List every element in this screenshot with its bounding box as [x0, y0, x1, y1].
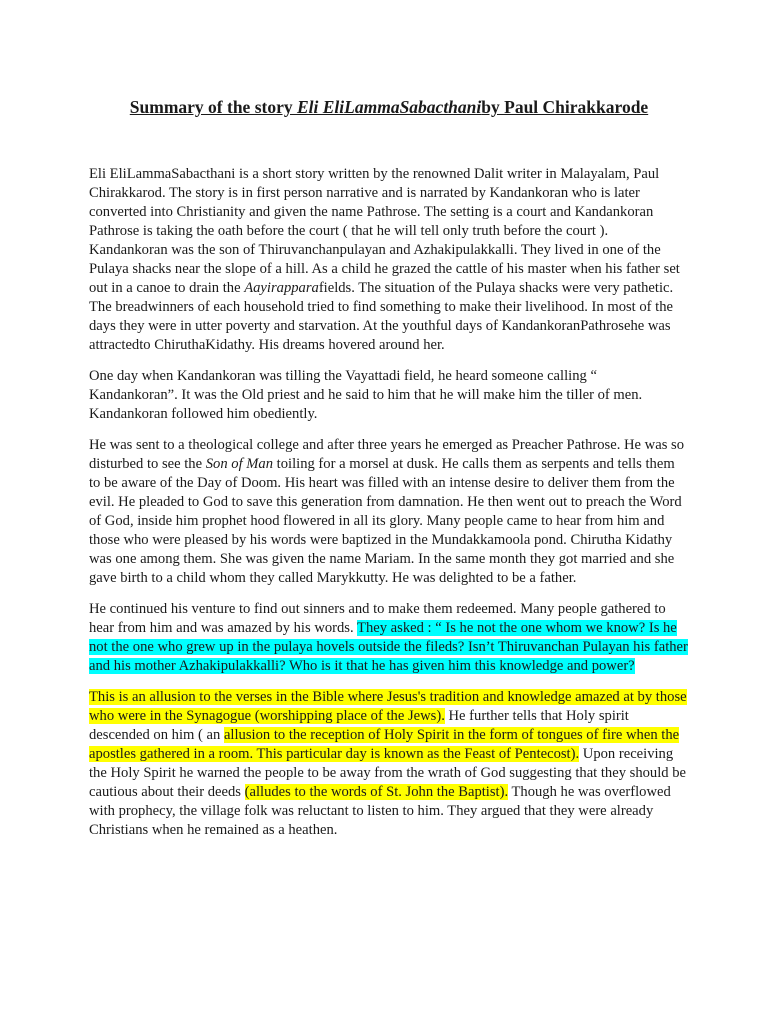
p3-text-a: He was sent to a theological college and after three years he emerged as Preacher Pathrose. He was so disturbed to see the — [89, 437, 684, 472]
p5-highlight-3: (alludes to the words of St. John the Baptist). — [244, 784, 509, 800]
p3-text-b: toiling for a morsel at dusk. He calls them as serpents and tells them to be aware of the Day of Doom. His heart was filled with an intense desire to deliver them from the evil. He pleaded to God to save this generation from damnation. He then went out to preach the Word of God, inside him prophet hood flowered in all its glory. Many people came to hear from him and those who were pleased by his words were baptized in the Mundakkamoola pond. Chirutha Kidathy was one among them. She was given the name Mariam. In the same month they got married and she gave birth to a child whom they called Marykkutty. He was delighted to be a father. — [89, 456, 682, 586]
p4-text-a: He continued his venture to find out sinners and to make them redeemed. Many people gathered to hear from him and was amazed by his words. — [89, 601, 666, 636]
p5-text-3: Though he was overflowed with prophecy, the village folk was reluctant to listen to him. They argued that they were already Christians when he remained as a heathen. — [89, 784, 671, 838]
document-title — [89, 94, 689, 121]
p5-text-2: Upon receiving the Holy Spirit he warned the people to be away from the wrath of God suggesting that they should be cautious about their deeds — [89, 746, 686, 800]
p5-highlight-2: allusion to the reception of Holy Spirit in the form of tongues of fire when the apostles gathered in a room. This particular day is known as the Feast of Pentecost). — [89, 727, 680, 762]
title-prefix: Summary of the story — [129, 97, 297, 117]
p3-italic-term: Son of Man — [205, 456, 274, 472]
paragraph-venture — [89, 600, 689, 676]
title-suffix: by Paul Chirakkarode — [481, 97, 649, 117]
p4-highlight-cyan: They asked : “ Is he not the one whom we know? Is he not the one who grew up in the pulaya hovels outside the fileds? Isn’t Thiruvanchan Pulayan his father and his mother Azhakipulakkalli? Who is it that he has given him this knowledge and power? — [89, 620, 688, 674]
paragraph-allusions — [89, 688, 689, 840]
p2-text: One day when Kandankoran was tilling the Vayattadi field, he heard someone calling “ Kandankoran”. It was the Old priest and he said to him that he will make him the tiller of men. Kandankoran followed him obediently. — [89, 368, 643, 422]
paragraph-calling — [89, 367, 689, 424]
p1-text-b: fields. The situation of the Pulaya shacks were very pathetic. The breadwinners of each household tried to find something to make their livelihood. In most of the days they were in utter poverty and starvation. At the youthful days of KandankoranPathrosehe was attractedto ChiruthaKidathy. His dreams hovered around her. — [89, 280, 674, 353]
paragraph-preacher — [89, 436, 689, 588]
p5-text-1: He further tells that Holy spirit descended on him ( an — [89, 708, 629, 743]
p1-italic-term: Aayirappara — [244, 280, 319, 296]
p1-text-a: Eli EliLammaSabacthani is a short story written by the renowned Dalit writer in Malayalam, Paul Chirakkarod. The story is in first person narrative and is narrated by Kandankoran who is later converted into Christianity and given the name Pathrose. The setting is a court and Kandankoran Pathrose is taking the oath before the court ( that he will tell only truth before the court ). Kandankoran was the son of Thiruvanchanpulayan and Azhakipulakkalli. They lived in one of the Pulaya shacks near the slope of a hill. As a child he grazed the cattle of his master when his father set out in a canoe to drain the — [89, 166, 680, 296]
p5-highlight-1: This is an allusion to the verses in the Bible where Jesus's tradition and knowledge amazed at by those who were in the Synagogue (worshipping place of the Jews). — [89, 689, 687, 724]
document-body — [89, 94, 689, 852]
paragraph-introduction — [89, 165, 689, 355]
title-story-name: Eli EliLammaSabacthani — [296, 97, 482, 117]
